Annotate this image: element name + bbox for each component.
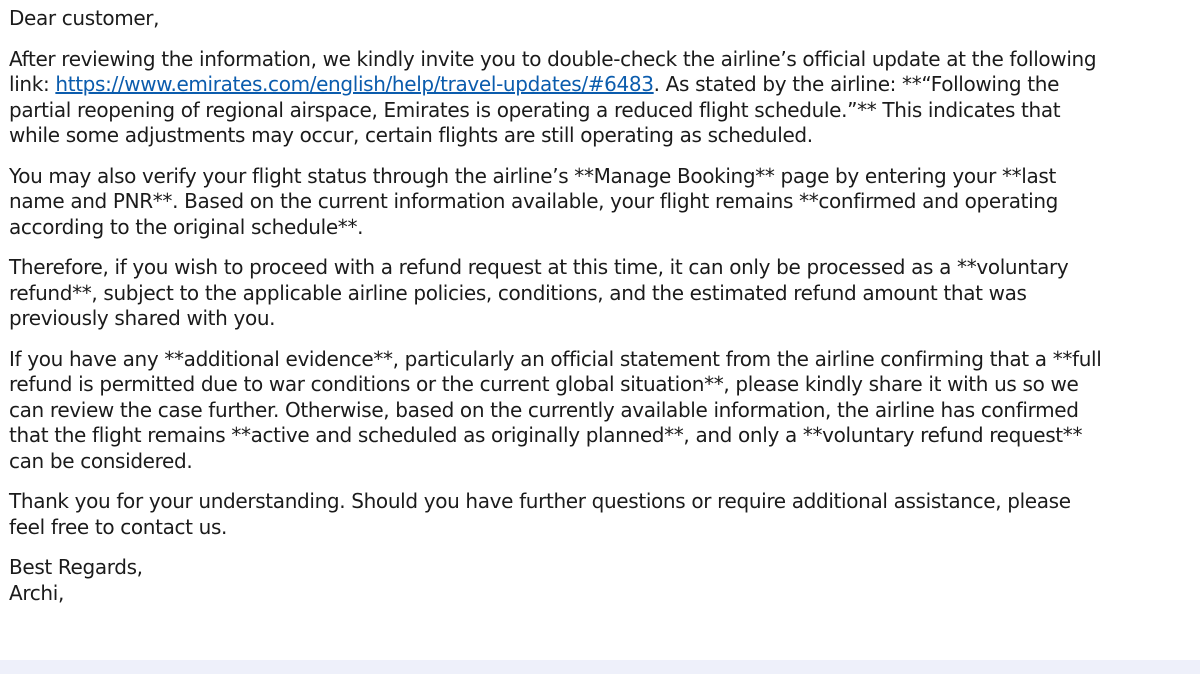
text-line: feel free to contact us. (9, 514, 228, 539)
text-line: name and PNR**. Based on the current information available, your flight remains **confirmed and operating (9, 189, 1059, 213)
signature-block (9, 555, 1200, 606)
text-line: partial reopening of regional airspace, Emirates is operating a reduced flight schedule.”** This indicates that (9, 97, 1061, 122)
paragraph-additional-evidence (9, 347, 1200, 475)
text-line: previously shared with you. (9, 306, 276, 330)
bottom-band (0, 660, 1200, 674)
text-line: Thank you for your understanding. Should you have further questions or require additional assistance, please (9, 489, 1071, 513)
text-line: while some adjustments may occur, certain flights are still operating as scheduled. (9, 123, 813, 147)
text-line: If you have any **additional evidence**, particularly an official statement from the airline confirming that a **full (9, 346, 1102, 371)
text-line: Therefore, if you wish to proceed with a refund request at this time, it can only be processed as a **voluntary (9, 255, 1069, 279)
paragraph-verify-status (9, 164, 1200, 241)
text-line: refund is permitted due to war conditions or the current global situation**, please kindly share it with us so we (9, 372, 1079, 396)
signature-name: Archi, (9, 580, 64, 605)
paragraph-review-update (9, 47, 1200, 149)
text-line: You may also verify your flight status through the airline’s **Manage Booking** page by entering your **last (9, 163, 1056, 188)
text-line: that the flight remains **active and scheduled as originally planned**, and only a **voluntary refund request** (9, 423, 1083, 447)
text-line: can be considered. (9, 448, 193, 473)
link-suffix: . As stated by the airline: **“Following the (653, 72, 1060, 96)
signoff: Best Regards, (9, 555, 143, 579)
text-line: refund**, subject to the applicable airline policies, conditions, and the estimated refund amount that was (9, 280, 1027, 305)
greeting: Dear customer, (9, 6, 160, 30)
text-line: can review the case further. Otherwise, based on the currently available information, the airline has confirmed (9, 397, 1079, 422)
text-line: After reviewing the information, we kindly invite you to double-check the airline’s official update at the following (9, 46, 1097, 71)
paragraph-voluntary-refund (9, 255, 1200, 332)
emirates-travel-updates-link[interactable]: https://www.emirates.com/english/help/travel-updates/#6483 (55, 72, 654, 96)
text-line-with-link (9, 72, 1200, 98)
link-prefix: link: (9, 72, 56, 96)
paragraph-thank-you (9, 489, 1200, 540)
text-line: according to the original schedule**. (9, 214, 364, 239)
